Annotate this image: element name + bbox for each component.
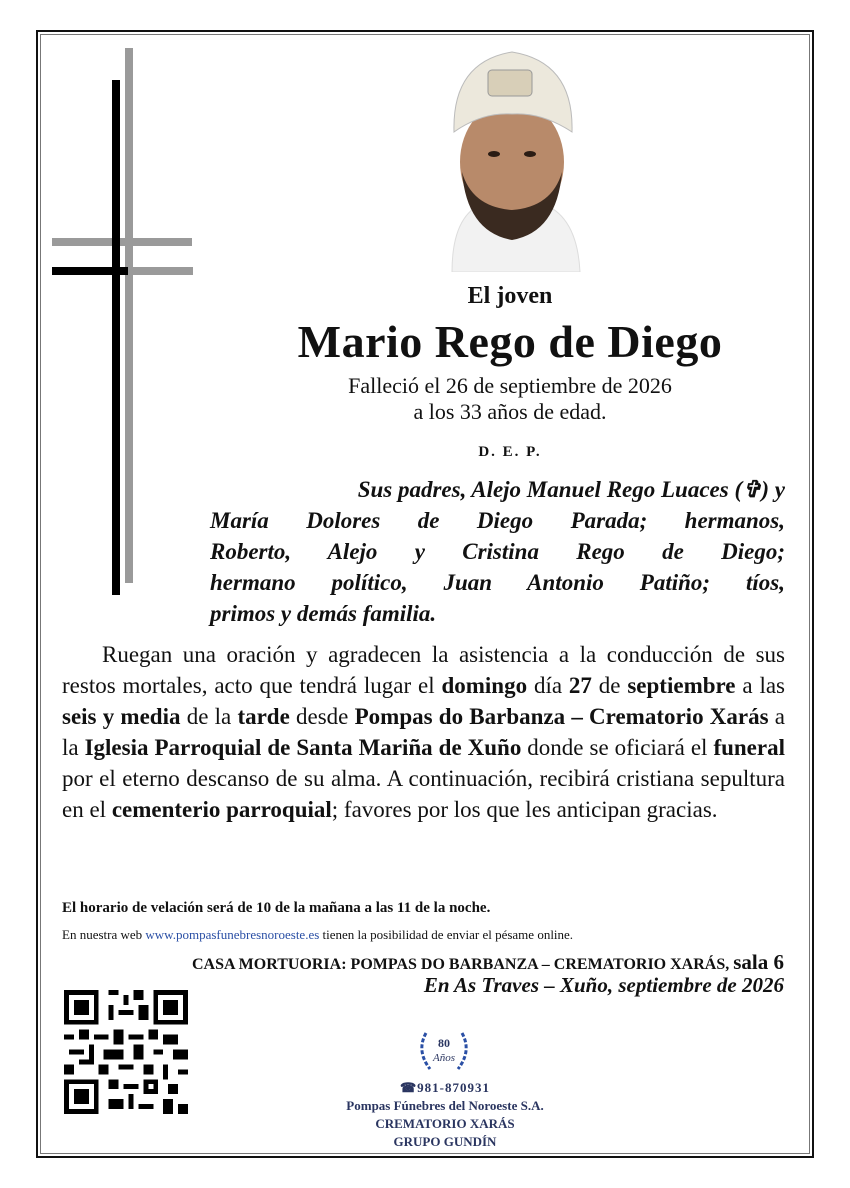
svg-text:Años: Años (433, 1052, 455, 1064)
mortuary-location: CASA MORTUORIA: POMPAS DO BARBANZA – CREMATORIO XARÁS, sala 6 (191, 950, 784, 974)
death-date: Falleció el 26 de septiembre de 2026 (348, 373, 672, 398)
age-at-death: a los 33 años de edad. (413, 399, 607, 424)
place-date: En As Traves – Xuño, septiembre de 2026 (423, 973, 784, 997)
family-line: Roberto, Alejo y Cristina Rego de Diego; (210, 539, 785, 564)
web-notice: En nuestra web www.pompasfunebresnoroeste.es tienen la posibilidad de enviar el pésame online. (62, 927, 574, 942)
dep-abbreviation: D. E. P. (478, 444, 542, 460)
family-line: Sus padres, Alejo Manuel Rego Luaces (✞) y (357, 477, 785, 502)
svg-text:80: 80 (438, 1036, 450, 1050)
visitation-hours: El horario de velación será de 10 de la mañana a las 11 de la noche. (62, 900, 491, 916)
family-list (210, 474, 785, 629)
company-name: Pompas Fúnebres del Noroeste S.A. (346, 1098, 544, 1113)
funeral-details: Ruegan una oración y agradecen la asistencia a la conducción de sus restos mortales, acto que tendrá lugar el domingo día 27 de septiembre a las seis y media de la tarde desde Pompas do Barbanza – Crematorio Xarás a la Iglesia Parroquial de Santa Mariña de Xuño donde se oficiará el funeral por el eterno descanso de su alma. A continuación, recibirá cristiana sepultura en el cementerio parroquial; favores por los que les anticipan gracias. (62, 642, 786, 822)
qr-code[interactable] (64, 990, 188, 1114)
website-link[interactable]: www.pompasfunebresnoroeste.es (145, 927, 320, 942)
group-name: GRUPO GUNDÍN (393, 1134, 497, 1149)
photo-portrait (432, 42, 592, 272)
intro-text: El joven (467, 283, 553, 309)
deceased-name: Mario Rego de Diego (297, 316, 723, 367)
phone-number: ☎981-870931 (399, 1080, 491, 1095)
family-line: hermano político, Juan Antonio Patiño; tíos, (210, 570, 785, 595)
family-line: María Dolores de Diego Parada; hermanos, (210, 508, 785, 533)
crematorium-name: CREMATORIO XARÁS (375, 1116, 515, 1131)
anniversary-logo (412, 1025, 476, 1077)
family-line: primos y demás familia. (210, 601, 437, 626)
